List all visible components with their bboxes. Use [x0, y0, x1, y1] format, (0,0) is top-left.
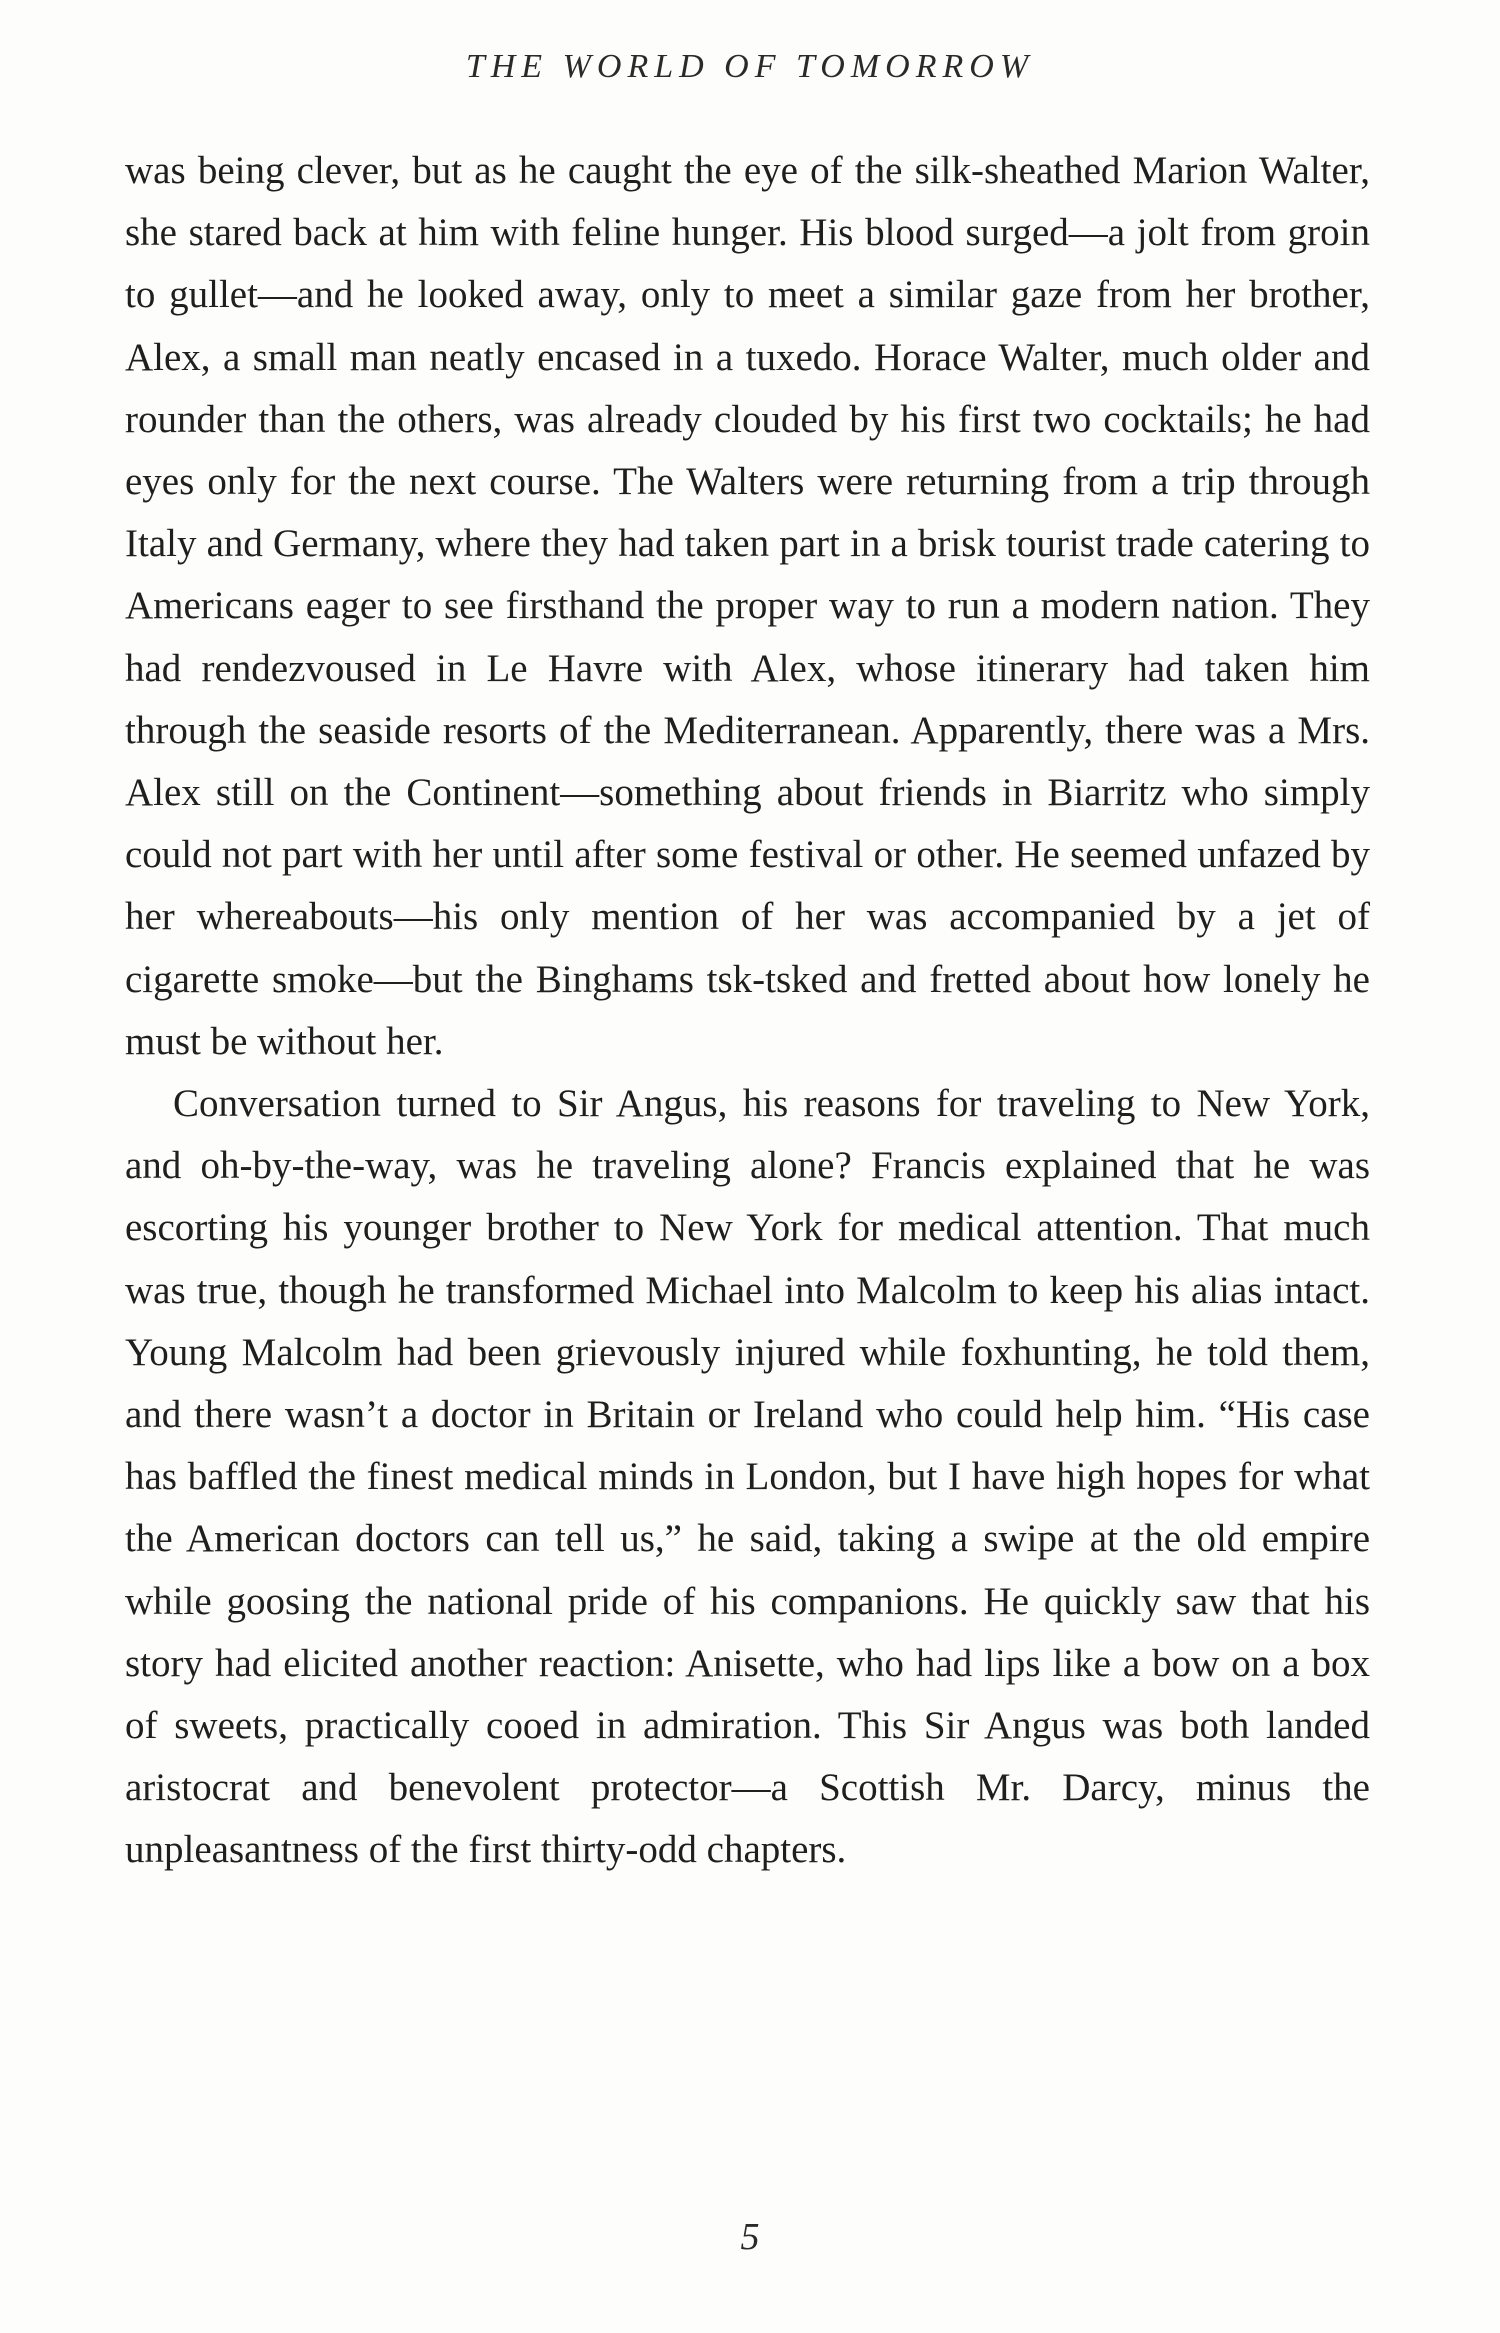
running-head: THE WORLD OF TOMORROW: [465, 48, 1035, 85]
page-number: 5: [740, 2216, 760, 2258]
paragraph-continued: was being clever, but as he caught the eye of the silk-sheathed Marion Walter, she stared back at him with feline hunger. His blood surged—a jolt from groin to gullet—and he looked away, only to meet a similar gaze from her brother, Alex, a small man neatly encased in a tuxedo. Horace Walter, much older and rounder than the others, was already clouded by his first two cocktails; he had eyes only for the next course. The Walters were returning from a trip through Italy and Germany, where they had taken part in a brisk tourist trade catering to Americans eager to see firsthand the proper way to run a modern nation. They had rendezvoused in Le Havre with Alex, whose itinerary had taken him through the seaside resorts of the Mediterranean. Apparently, there was a Mrs. Alex still on the Continent—something about friends in Biarritz who simply could not part with her until after some festival or other. He seemed unfazed by her whereabouts—his only mention of her was accompanied by a jet of cigarette smoke—but the Binghams tsk-tsked and fretted about how lonely he must be without her.: [125, 149, 1370, 1063]
body-text: [125, 140, 1370, 1882]
paragraph: Conversation turned to Sir Angus, his reasons for traveling to New York, and oh-by-the-way, was he traveling alone? Francis explained that he was escorting his younger brother to New York for medical attention. That much was true, though he transformed Michael into Malcolm to keep his alias intact. Young Malcolm had been grievously injured while foxhunting, he told them, and there wasn’t a doctor in Britain or Ireland who could help him. “His case has baffled the finest medical minds in London, but I have high hopes for what the American doctors can tell us,” he said, taking a swipe at the old empire while goosing the national pride of his companions. He quickly saw that his story had elicited another reaction: Anisette, who had lips like a bow on a box of sweets, practically cooed in admiration. This Sir Angus was both landed aristocrat and benevolent protector—a Scottish Mr. Darcy, minus the unpleasantness of the first thirty-odd chapters.: [125, 1082, 1370, 1872]
